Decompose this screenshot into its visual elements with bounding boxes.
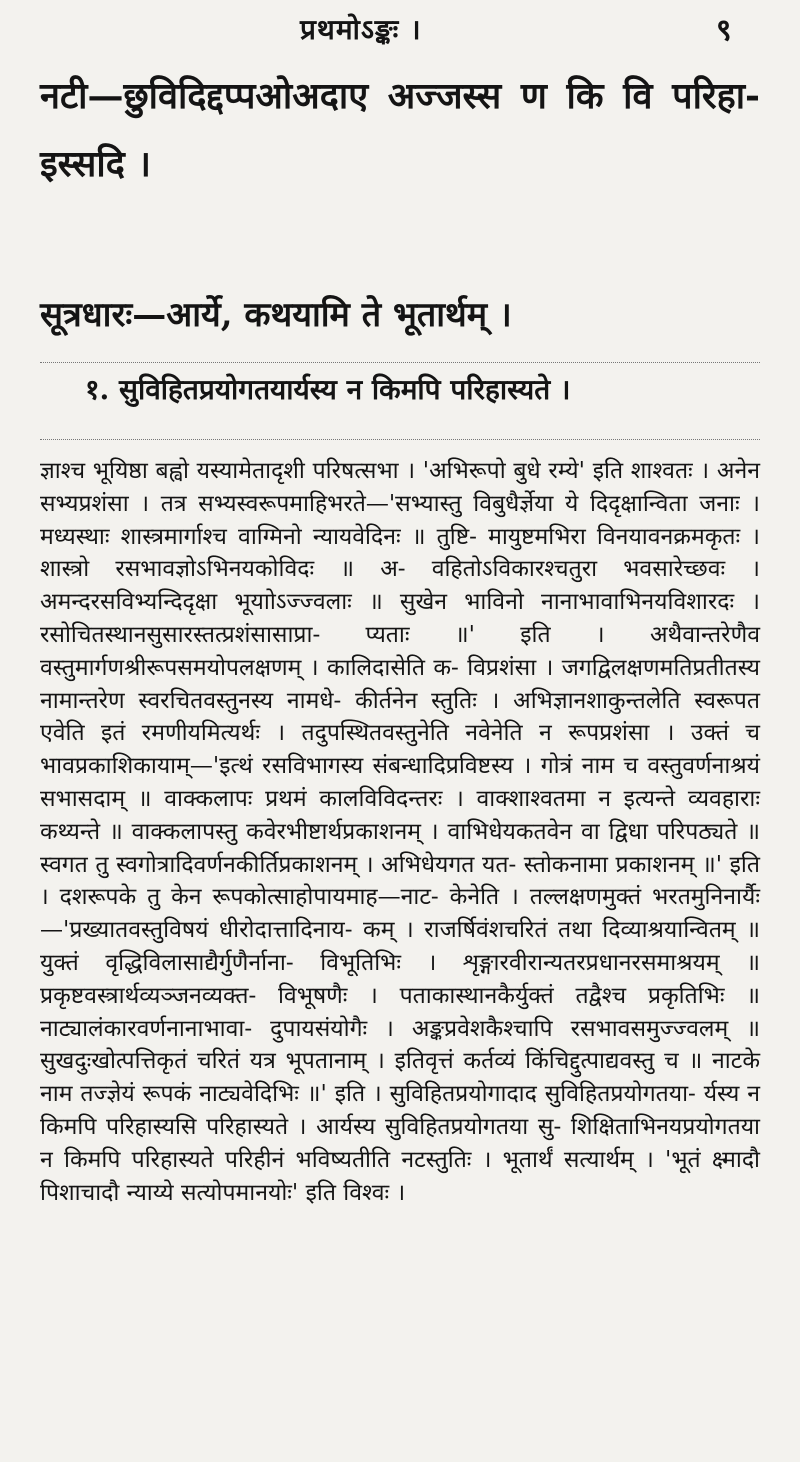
section-heading: १. सुविहितप्रयोगतयार्यस्य न किमपि परिहास्यते ।	[85, 373, 571, 406]
sutradhara-dialogue: सूत्रधारः—आर्ये, कथयामि ते भूतार्थम् ।	[40, 295, 512, 335]
divider-bottom	[40, 439, 760, 440]
commentary-paragraph: ज्ञाश्च भूयिष्ठा बह्वो यस्यामेतादृशी परिषत्सभा । 'अभिरूपो बुधे रम्ये' इति शाश्वतः । अनेन सभ्यप्रशंसा । तत्र सभ्यस्वरूपमाहिभरते—'सभ्यास्तु विबुधैर्ज्ञेया ये दिदृक्षान्विता जनाः । मध्यस्थाः शास्त्रमार्गाश्च वाग्मिनो न्यायवेदिनः ॥ तुष्टि- मायुष्टमभिरा विनयावनक्रमकृतः । शास्त्रो रसभावज्ञोऽभिनयकोविदः ॥ अ- वहितोऽविकारश्चतुरा भवसारेच्छवः । अमन्दरसविभ्यन्दिदृक्षा भूयाोऽज्ज्वलाः ॥ सुखेन भाविनो नानाभावाभिनयविशारदः । रसोचितस्थानसुसारस्तत्प्रशंसासाप्रा- प्यताः ॥' इति । अथैवान्तरेणैव वस्तुमार्गणश्रीरूपसमयोपलक्षणम् । कालिदासेति क- विप्रशंसा । जगद्विलक्षणमतिप्रतीतस्य नामान्तरेण स्वरचितवस्तुनस्य नामधे- कीर्तनेन स्तुतिः । अभिज्ञानशाकुन्तलेति स्वरूपत एवेति इतं रमणीयमित्यर्थः । तदुपस्थितवस्तुनेति नवेनेति न रूपप्रशंसा । उक्तं च भावप्रकाशिकायाम्—'इत्थं रसविभागस्य संबन्धादिप्रविष्टस्य । गोत्रं नाम च वस्तुवर्णनाश्रयं सभासदाम् ॥ वाक्कलापः प्रथमं कालविविदन्तरः । वाक्शाश्वतमा न इत्यन्ते व्यवहाराः कथ्यन्ते ॥ वाक्कलापस्तु कवेरभीष्टार्थप्रकाशनम् । वाभिधेयकतवेन वा द्विधा परिपठ्यते ॥ स्वगत तु स्वगोत्रादिवर्णनकीर्तिप्रकाशनम् । अभिधेयगत यत- स्तोकनामा प्रकाशनम् ॥' इति । दशरूपके तु केन रूपकोत्साहोपायमाह—नाट- केनेति । तल्लक्षणमुक्तं भरतमुनिनार्यैः—'प्रख्यातवस्तुविषयं धीरोदात्तादिनाय- कम् । राजर्षिवंशचरितं तथा दिव्याश्रयान्वितम् ॥ युक्तं वृद्धिविलासाद्यैर्गुणैर्नाना- विभूतिभिः । शृङ्गारवीरान्यतरप्रधानरसमाश्रयम् ॥ प्रकृष्टवस्त्रार्थव्यञ्जनव्यक्त- विभूषणैः । पताकास्थानकैर्युक्तं तद्वैश्च प्रकृतिभिः ॥ नाट्यालंकारवर्णनानाभावा- दुपायसंयोगैः । अङ्कप्रवेशकैश्चापि रसभावसमुज्ज्वलम् ॥ सुखदुःखोत्पत्तिकृतं चरितं यत्र भूपतानाम् । इतिवृत्तं कर्तव्यं किंचिद्दुत्पाद्यवस्तु च ॥ नाटके नाम तज्ज्ञेयं रूपकं नाट्यवेदिभिः ॥' इति । सुविहितप्रयोगादाद सुविहितप्रयोगतया- र्यस्य न किमपि परिहास्यसि परिहास्यते । आर्यस्य सुविहितप्रयोगतया सु- शिक्षिताभिनयप्रयोगतया न किमपि परिहास्यते परिहीनं भविष्यतीति नटस्तुतिः । भूतार्थं सत्यार्थम् । 'भूतं क्ष्मादौ पिशाचादौ न्याय्ये सत्योपमानयोः' इति विश्वः ।	[40, 458, 760, 1206]
nati-dialogue: नटी—छुविदिद्दप्पओअदाए अज्जस्स ण कि वि परिहा- इस्सदि ।	[40, 75, 760, 185]
running-title: प्रथमोऽङ्कः ।	[300, 13, 422, 46]
divider-top	[40, 362, 760, 363]
page-number: ९	[716, 13, 732, 48]
running-head	[0, 4, 800, 48]
commentary	[40, 455, 760, 1209]
